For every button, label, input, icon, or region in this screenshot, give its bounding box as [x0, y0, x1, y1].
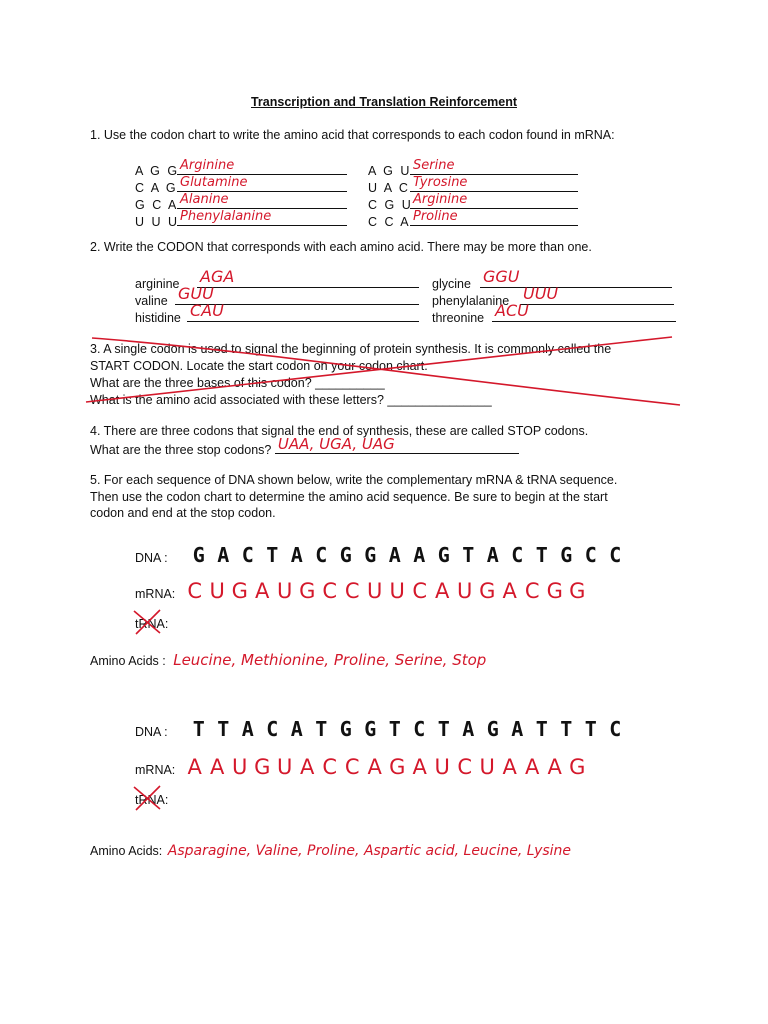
handwritten-answer: Phenylalanine [180, 209, 272, 224]
codon: U A C [368, 181, 410, 195]
base: A [187, 755, 202, 779]
base: T [266, 543, 279, 567]
base: A [547, 755, 562, 779]
base: C [413, 717, 426, 741]
codon: C A G [135, 181, 178, 195]
handwritten-amino-acids: Leucine, Methionine, Proline, Serine, Stop [173, 651, 487, 669]
base: A [412, 755, 427, 779]
base: U [389, 579, 405, 603]
q4-answer-row [90, 435, 588, 458]
dna-label: DNA : [135, 725, 168, 739]
base: C [315, 543, 328, 567]
base: A [290, 717, 303, 741]
base: A [413, 543, 426, 567]
base: G [389, 755, 406, 779]
base: G [569, 579, 586, 603]
codon: C C A [368, 215, 411, 229]
base: G [569, 755, 586, 779]
base: G [299, 579, 316, 603]
base: C [609, 717, 622, 741]
codon: C G U [368, 198, 413, 212]
base: G [486, 717, 499, 741]
base: C [322, 579, 338, 603]
mrna-row-2 [135, 755, 588, 779]
trna-label: tRNA: [135, 793, 169, 807]
base: G [437, 543, 450, 567]
base: A [241, 717, 254, 741]
handwritten-answer: UAA, UGA, UAG [277, 435, 395, 453]
amino-row-1 [90, 651, 486, 669]
base: T [192, 717, 205, 741]
base: A [210, 755, 225, 779]
base: T [535, 543, 548, 567]
base: A [300, 755, 315, 779]
dna-row-2 [135, 717, 627, 741]
dna-sequence [186, 543, 627, 567]
base: G [339, 543, 352, 567]
base: A [525, 755, 540, 779]
base: A [388, 543, 401, 567]
q5-line: 5. For each sequence of DNA shown below, write the complementary mRNA & tRNA sequence. [90, 473, 618, 487]
base: T [462, 543, 475, 567]
dna-sequence [186, 717, 627, 741]
amino-row-2 [90, 843, 571, 859]
handwritten-answer: CAU [190, 301, 224, 320]
page-title: Transcription and Translation Reinforcement [250, 95, 518, 109]
q1-prompt: 1. Use the codon chart to write the amino acid that corresponds to each codon found in mRNA: [90, 128, 615, 142]
base: A [462, 717, 475, 741]
q4-block [90, 423, 588, 458]
base: A [511, 717, 524, 741]
trna-cross-mark [130, 607, 170, 637]
handwritten-answer: Alanine [180, 192, 229, 207]
strike-line [86, 337, 672, 402]
handwritten-answer: GGU [483, 267, 520, 286]
amino-label: threonine [432, 311, 485, 325]
amino-label: Amino Acids: [90, 844, 163, 858]
handwritten-answer: Proline [413, 209, 458, 224]
amino-label: Amino Acids : [90, 654, 166, 668]
base: C [412, 579, 428, 603]
base: C [584, 543, 597, 567]
base: U [479, 755, 495, 779]
base: T [560, 717, 573, 741]
base: U [277, 755, 293, 779]
handwritten-answer: Serine [413, 158, 455, 173]
base: T [584, 717, 597, 741]
mrna-row-1 [135, 579, 588, 603]
base: A [502, 579, 517, 603]
base: G [231, 579, 248, 603]
base: A [217, 543, 230, 567]
q5-line: Then use the codon chart to determine the amino acid sequence. Be sure to begin at the start [90, 489, 608, 504]
dna-label: DNA : [135, 551, 168, 565]
handwritten-answer: ACU [495, 301, 529, 320]
base: U [232, 755, 248, 779]
answer-line [275, 435, 519, 454]
base: T [315, 717, 328, 741]
q3-line: What are the three bases of this codon? __________ [90, 376, 385, 390]
q3-line: 3. A single codon is used to signal the beginning of protein synthesis. It is commonly called the [90, 342, 612, 356]
amino-label: phenylalanine [432, 294, 510, 308]
codon: A G U [368, 164, 412, 178]
base: U [209, 579, 225, 603]
base: C [187, 579, 203, 603]
codon: G C A [135, 198, 179, 212]
amino-label: histidine [135, 311, 181, 325]
base: A [435, 579, 450, 603]
base: G [192, 543, 205, 567]
base: C [266, 717, 279, 741]
base: C [457, 755, 473, 779]
base: C [609, 543, 622, 567]
handwritten-amino-acids: Asparagine, Valine, Proline, Aspartic acid, Leucine, Lysine [167, 843, 572, 859]
base: A [255, 579, 270, 603]
base: G [364, 543, 377, 567]
mrna-label: mRNA: [135, 587, 176, 601]
base: T [217, 717, 230, 741]
base: C [524, 579, 540, 603]
handwritten-answer: Tyrosine [413, 175, 468, 190]
base: C [241, 543, 254, 567]
amino-label: arginine [135, 277, 180, 291]
base: A [367, 755, 382, 779]
base: T [437, 717, 450, 741]
handwritten-answer: Arginine [180, 158, 235, 173]
mrna-sequence [183, 755, 588, 779]
base: C [344, 579, 360, 603]
handwritten-answer: Glutamine [180, 175, 248, 190]
amino-label: glycine [432, 277, 471, 291]
base: G [479, 579, 496, 603]
mrna-label: mRNA: [135, 763, 176, 777]
base: U [277, 579, 293, 603]
dna-row-1 [135, 543, 627, 567]
q3-line: What is the amino acid associated with these letters? _______________ [90, 393, 492, 407]
base: A [502, 755, 517, 779]
mrna-sequence [183, 579, 588, 603]
codon: U U U [135, 215, 180, 229]
q4-question: What are the three stop codons? [90, 443, 272, 457]
amino-label: valine [135, 294, 168, 308]
base: U [434, 755, 450, 779]
trna-label: tRNA: [135, 617, 169, 631]
handwritten-answer: UUU [523, 284, 559, 303]
strike-line [92, 338, 680, 405]
base: A [486, 543, 499, 567]
handwritten-answer: AGA [200, 267, 235, 286]
q2-prompt: 2. Write the CODON that corresponds with each amino acid. There may be more than one. [90, 240, 592, 254]
base: U [367, 579, 383, 603]
base: C [511, 543, 524, 567]
base: C [322, 755, 338, 779]
base: U [457, 579, 473, 603]
base: G [364, 717, 377, 741]
base: G [339, 717, 352, 741]
q5-line: codon and end at the stop codon. [90, 506, 276, 520]
base: G [254, 755, 271, 779]
q4-line: 4. There are three codons that signal the end of synthesis, these are called STOP codons. [90, 424, 589, 438]
base: T [388, 717, 401, 741]
q5-block [90, 472, 617, 522]
q3-line: START CODON. Locate the start codon on your codon chart. [90, 359, 428, 373]
base: T [535, 717, 548, 741]
base: A [290, 543, 303, 567]
handwritten-answer: Arginine [413, 192, 468, 207]
base: C [344, 755, 360, 779]
base: G [546, 579, 563, 603]
base: G [560, 543, 573, 567]
trna-cross-mark [130, 783, 170, 813]
handwritten-answer: GUU [178, 284, 214, 303]
codon: A G G [135, 164, 180, 178]
